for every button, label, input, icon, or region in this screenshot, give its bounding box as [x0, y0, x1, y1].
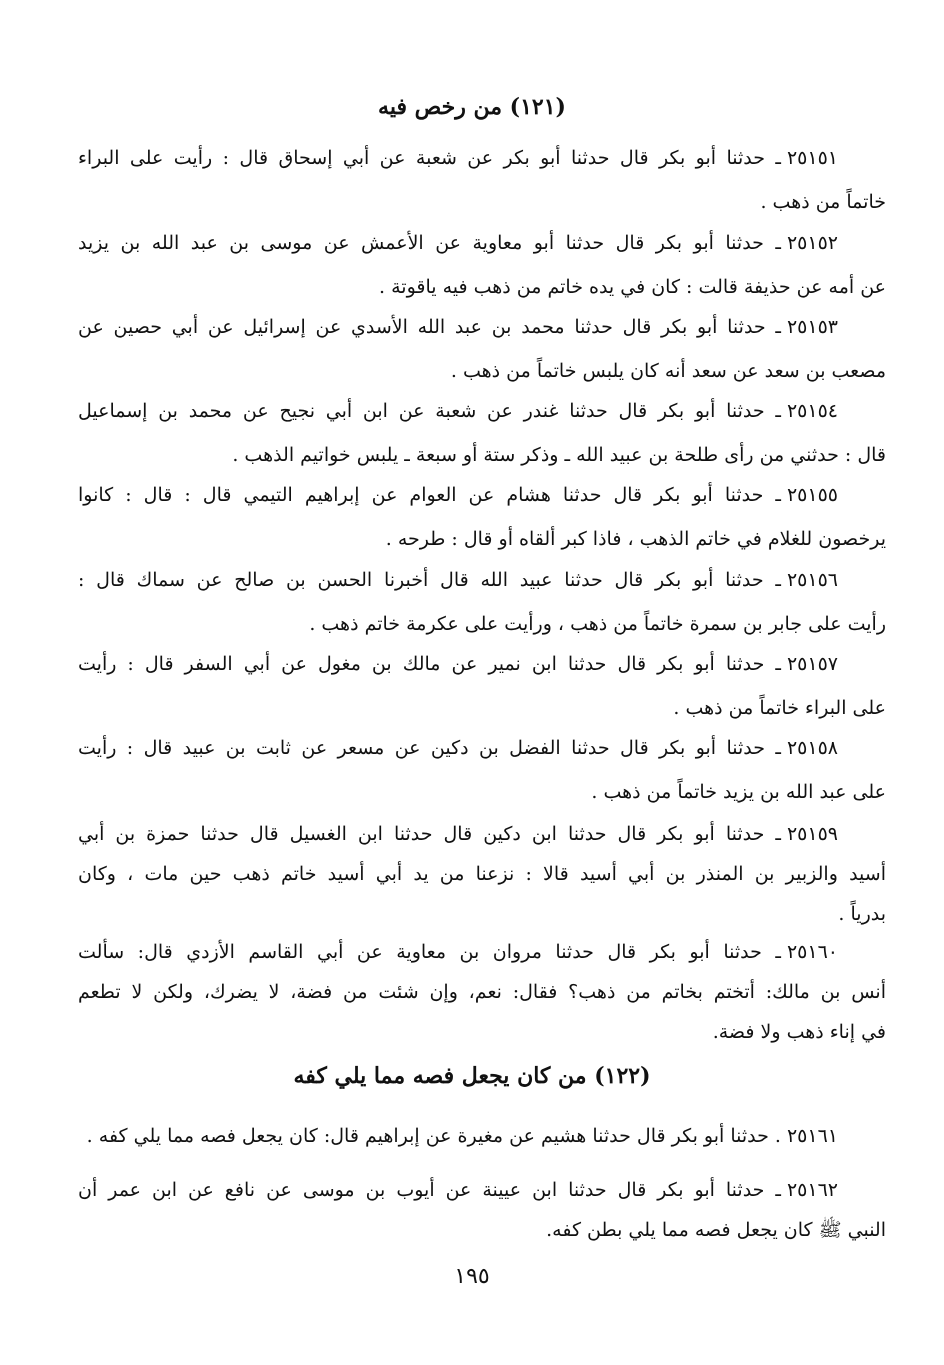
hadith-entry [78, 389, 886, 477]
hadith-number: ٢٥١٥٧ [786, 653, 838, 675]
hadith-text: ـ حدثنا أبو بكر قال حدثنا هشام عن العوام عن إبراهيم التيمي قال : قال : كانوا [78, 484, 781, 506]
hadith-entry [78, 932, 886, 1052]
hadith-entry [78, 136, 886, 224]
hadith-text: ـ حدثنا أبو بكر قال حدثنا ابن عيينة عن أيوب بن موسى عن نافع عن ابن عمر أن [78, 1179, 781, 1201]
hadith-number: ٢٥١٥٥ [786, 484, 838, 506]
hadith-line: بدرياً . [838, 903, 886, 925]
hadith-text: ـ حدثنا أبو بكر قال حدثنا أبو بكر عن شعبة عن أبي إسحاق قال : رأيت على البراء [78, 147, 781, 169]
hadith-number: ٢٥١٥٣ [786, 316, 838, 338]
hadith-text: ـ حدثنا أبو بكر قال حدثنا ابن دكين قال حدثنا ابن الغسيل قال حدثنا حمزة بن أبي [78, 823, 781, 845]
hadith-text: . حدثنا أبو بكر قال حدثنا هشيم عن مغيرة عن إبراهيم قال: كان يجعل فصه مما يلي كفه . [86, 1125, 781, 1147]
hadith-line: قال : حدثني من رأى طلحة بن عبيد الله ـ وذكر ستة أو سبعة ـ يلبس خواتيم الذهب . [232, 444, 886, 466]
hadith-line: أنس بن مالك: أتختم بخاتم من ذهب؟ فقال: نعم، وإن شئت من فضة، لا يضرك، ولكن لا تطعم [78, 981, 886, 1003]
hadith-entry [78, 726, 886, 814]
hadith-number: ٢٥١٦٢ [786, 1179, 838, 1201]
hadith-entry [78, 305, 886, 393]
hadith-line: عن أمه عن حذيفة قالت : كان في يده خاتم من ذهب فيه ياقوتة . [379, 276, 886, 298]
hadith-line [78, 136, 886, 180]
hadith-line [78, 1114, 886, 1158]
hadith-number: ٢٥١٥١ [786, 147, 838, 169]
hadith-line [78, 305, 886, 349]
hadith-line [78, 389, 886, 433]
hadith-number: ٢٥١٥٨ [786, 737, 838, 759]
hadith-entry [78, 642, 886, 730]
section-heading: (١٢٢) من كان يجعل فصه مما يلي كفه [293, 1063, 651, 1089]
hadith-line: خاتماً من ذهب . [760, 191, 886, 213]
hadith-line: رأيت على جابر بن سمرة خاتماً من ذهب ، ورأيت على عكرمة خاتم ذهب . [309, 613, 886, 635]
hadith-entry [78, 814, 886, 934]
hadith-line: النبي ﷺ كان يجعل فصه مما يلي بطن كفه. [546, 1219, 886, 1241]
hadith-text: ـ حدثنا أبو بكر قال حدثنا الفضل بن دكين عن مسعر عن ثابت بن عبيد قال : رأيت [78, 737, 781, 759]
hadith-text: ـ حدثنا أبو بكر قال حدثنا ابن نمير عن مالك بن مغول عن أبي السفر قال : رأيت [78, 653, 781, 675]
hadith-number: ٢٥١٦٠ [786, 941, 838, 963]
page-number: ١٩٥ [454, 1264, 490, 1289]
hadith-text: ـ حدثنا أبو بكر قال حدثنا عبيد الله قال أخبرنا الحسن بن صالح عن سماك قال : [78, 569, 781, 591]
hadith-line: مصعب بن سعد عن سعد أنه كان يلبس خاتماً من ذهب . [450, 360, 886, 382]
hadith-text: ـ حدثنا أبو بكر قال حدثنا غندر عن شعبة عن ابن أبي نجيح عن محمد بن إسماعيل [78, 400, 781, 422]
hadith-number: ٢٥١٥٢ [786, 232, 838, 254]
hadith-entry [78, 1170, 886, 1250]
hadith-line [78, 642, 886, 686]
hadith-line [78, 221, 886, 265]
hadith-entry [78, 558, 886, 646]
hadith-line [78, 473, 886, 517]
hadith-line [78, 558, 886, 602]
hadith-entry [78, 1114, 886, 1158]
hadith-text: ـ حدثنا أبو بكر قال حدثنا محمد بن عبد الله الأسدي عن إسرائيل عن أبي حصين عن [78, 316, 781, 338]
hadith-entry [78, 221, 886, 309]
hadith-line [78, 726, 886, 770]
hadith-entry [78, 473, 886, 561]
hadith-line [78, 814, 886, 854]
hadith-line: يرخصون للغلام في خاتم الذهب ، فاذا كبر ألقاه أو قال : طرحه . [385, 528, 886, 550]
hadith-line: في إناء ذهب ولا فضة. [712, 1021, 886, 1043]
hadith-number: ٢٥١٥٦ [786, 569, 838, 591]
hadith-number: ٢٥١٥٩ [786, 823, 838, 845]
hadith-line [78, 1170, 886, 1210]
hadith-text: ـ حدثنا أبو بكر قال حدثنا مروان بن معاوية عن أبي القاسم الأزدي قال: سألت [78, 941, 781, 963]
section-heading: (١٢١) من رخص فيه [378, 94, 566, 120]
hadith-line [78, 932, 886, 972]
hadith-line: أسيد والزبير بن المنذر بن أبي أسيد قالا : نزعنا من يد أبي أسيد خاتم ذهب حين مات ، وكان [78, 863, 886, 885]
hadith-text: ـ حدثنا أبو بكر قال حدثنا أبو معاوية عن الأعمش عن موسى بن عبد الله بن يزيد [78, 232, 781, 254]
hadith-line: على عبد الله بن يزيد خاتماً من ذهب . [591, 781, 886, 803]
hadith-number: ٢٥١٦١ [786, 1125, 838, 1147]
hadith-number: ٢٥١٥٤ [786, 400, 838, 422]
hadith-line: على البراء خاتماً من ذهب . [673, 697, 886, 719]
